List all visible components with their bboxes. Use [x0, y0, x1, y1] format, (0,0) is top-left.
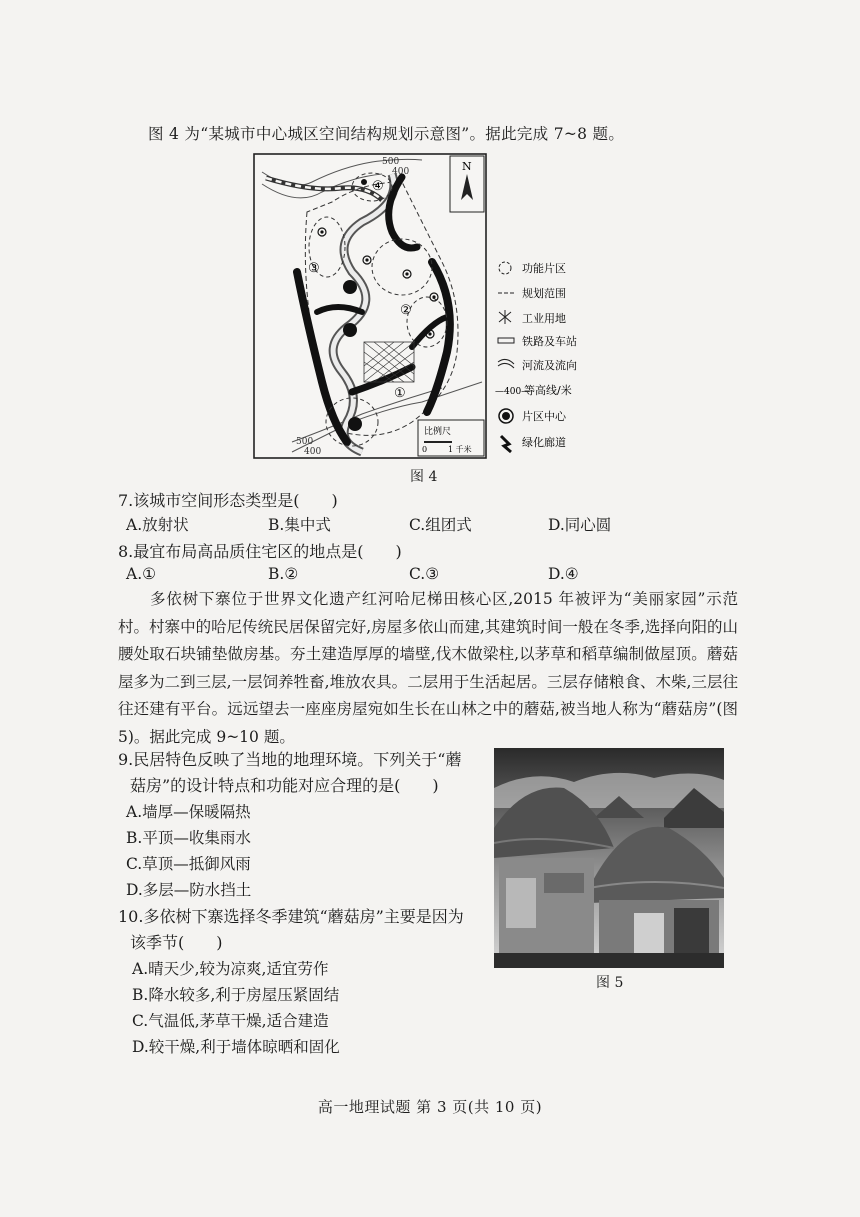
question-7-option-c: C.组团式 [409, 516, 472, 534]
question-10-option-c: C.气温低,茅草干燥,适合建造 [132, 1012, 329, 1030]
question-9-stem-line-2: 菇房”的设计特点和功能对应合理的是( ) [130, 776, 439, 795]
north-label: N [462, 160, 472, 173]
contour-label: 500 [382, 157, 400, 167]
reading-passage: 多依树下寨位于世界文化遗产红河哈尼梯田核心区,2015 年被评为“美丽家园”示范村。村寨中的哈尼传统民居保留完好,房屋多依山而建,其建筑时间一般在冬季,选择向阳的山腰处取石块铺垫做房基。夯土建造厚厚的墙壁,伐木做梁柱,以茅草和稻草编制做屋顶。蘑菇屋多为二到三层,一层饲养牲畜,堆放农具。二层用于生活起居。三层存储粮食、木柴,三层往往还建有平台。远远望去一座座房屋宛如生长在山林之中的蘑菇,被当地人称为“蘑菇房”(图 5)。据此完成 9~10 题。 [118, 590, 738, 746]
marker-2: ② [400, 303, 412, 318]
legend-item: 河流及流向 [522, 359, 577, 372]
marker-3: ③ [308, 261, 320, 276]
legend-item: 规划范围 [522, 287, 566, 300]
question-10-option-d: D.较干燥,利于墙体晾晒和固化 [132, 1038, 340, 1056]
question-8-option-a: A.① [126, 565, 157, 583]
contour-label: 400 [392, 167, 410, 177]
question-9-option-c: C.草顶—抵御风雨 [126, 855, 251, 873]
question-8-stem: 8.最宜布局高品质住宅区的地点是( ) [118, 542, 402, 561]
question-9-option-d: D.多层—防水挡土 [126, 881, 252, 899]
figure-4-map [252, 152, 604, 468]
legend-item: 等高线/米 [524, 384, 572, 397]
legend-item: 绿化廊道 [522, 436, 566, 449]
question-10-stem-line-1: 10.多依树下寨选择冬季建筑“蘑菇房”主要是因为 [118, 907, 464, 926]
page-footer: 高一地理试题 第 3 页(共 10 页) [317, 1098, 543, 1116]
legend-contour-symbol: —400— [495, 387, 531, 397]
figure-4-caption: 图 4 [410, 469, 438, 485]
question-8-option-d: D.④ [548, 565, 579, 583]
contour-label: 400 [304, 447, 322, 457]
map-legend [495, 261, 577, 452]
figure-5-caption: 图 5 [596, 975, 624, 991]
question-10-option-b: B.降水较多,利于房屋压紧固结 [132, 986, 340, 1004]
question-9-option-a: A.墙厚—保暖隔热 [126, 803, 251, 821]
scale-one-km: 1 千米 [448, 445, 472, 454]
question-8-option-c: C.③ [409, 565, 440, 583]
mushroom-house-photo [494, 748, 724, 968]
question-7-option-d: D.同心圆 [548, 516, 612, 534]
marker-4: ④ [372, 179, 384, 194]
question-9-option-b: B.平顶—收集雨水 [126, 829, 251, 847]
question-8-option-b: B.② [268, 565, 299, 583]
legend-item: 功能片区 [522, 262, 566, 275]
question-10-stem-line-2: 该季节( ) [130, 933, 223, 952]
question-7-stem: 7.该城市空间形态类型是( ) [118, 491, 338, 510]
marker-1: ① [394, 386, 406, 401]
scale-zero: 0 [422, 445, 428, 454]
intro-text: 图 4 为“某城市中心城区空间结构规划示意图”。据此完成 7~8 题。 [148, 125, 625, 143]
scale-label: 比例尺 [424, 427, 452, 437]
question-9-stem-line-1: 9.民居特色反映了当地的地理环境。下列关于“蘑 [118, 750, 462, 769]
contour-label: 500 [296, 437, 314, 447]
figure-5-photo [494, 748, 724, 968]
city-structure-map [252, 152, 604, 468]
question-7-option-b: B.集中式 [268, 516, 331, 534]
question-7-option-a: A.放射状 [126, 516, 189, 534]
question-10-option-a: A.晴天少,较为凉爽,适宜劳作 [132, 960, 329, 978]
legend-item: 工业用地 [522, 312, 566, 325]
legend-item: 片区中心 [522, 410, 566, 423]
legend-item: 铁路及车站 [522, 335, 577, 348]
